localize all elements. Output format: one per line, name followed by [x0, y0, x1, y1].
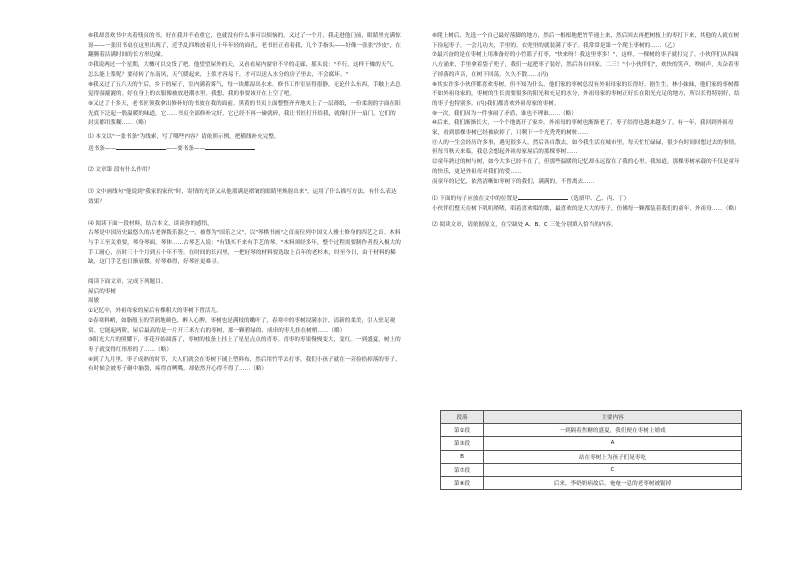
question	[88, 133, 401, 143]
answer-blank[interactable]	[116, 143, 166, 150]
reading-instruction: 阅读下面文章，完成下列题目。	[88, 279, 167, 286]
paragraph: ⑦最兴奋的是在枣树上用准备好的小竹篮子打枣，"快来呀！我这里枣多！"，这样，一棵树的枣子就打完了。小伙伴们从四面八方涌来，手里拿着袋子兜子，我们一起把枣子装好，然后各自回家。二三！"小小伙伴们"，欢快的笑声，吵闹声，夹杂着枣子掉落的声音，在树下回荡，久久不散……(丙)	[432, 52, 740, 78]
table-header-row	[441, 411, 742, 424]
content-summary-table	[440, 410, 742, 490]
article-title: 屋后的枣树	[88, 288, 116, 295]
answer-cell[interactable]: C	[484, 463, 742, 476]
material-text: 古琴是中国历史最悠久的古老弹拨乐器之一，被尊为"国乐之父"，以"琴棋书画"之首而位列中国文人雅士修身的四艺之首。木料与手工至关重要，琴身琴面，琴体……古琴艺人说："有钱买不来有手艺的琴。"木料须经多年，整个过程需要制作者投入极大的手工耐心，历时三十个月到五十年不等。在时间的长河里，一把好琴的材料要选取上百年的老杉木，时至今日，由于材料的稀缺，这门手艺也日渐衰微。好琴难得，好琴匠更难寻。	[88, 230, 401, 266]
paragraph: ⑧其实许多小伙伴都喜欢枣树，但不知为什么，他们家的枣树总没有外祖母家的长得好。据生生、林小妹妹，他们家的枣树都不如外祖母家的。枣树的生长需要很多的阳光和充足的水分，外祖母家的枣树正好长在阳光充足的地方，所以长得特别好，结的枣子也特别多。(丙)我们都喜欢外祖母家的枣树。	[432, 81, 740, 107]
paragraph: ⑥我却喜欢书中夹着残页的书，好在我并不看重它，也就没有什么事可以烦恼的。又过了一个月，我走进他门前，眼睛里充满惊讶——一张旧书桌在这里出现了，近乎乱四堆放着几十年年轻的面孔，老书匠正看着我，几个手指头——好像一张张"沙皮"，在翻腾着沾满时间的长方形边缘。	[88, 33, 401, 59]
question-text: ⑴ 本文以"一张书条"为线索，写了哪些内容？请依照示例，把横线补充完整。	[88, 134, 280, 141]
table-header: 主要内容	[484, 411, 742, 424]
question-blank-row: 送书条—— ——要书条——	[88, 143, 401, 155]
paragraph: ⑨一次，我们因为一件事闹了矛盾，谁也不理谁……（略）	[432, 110, 577, 117]
question-quote: 小伙伴们整天在树下叽叽喳喳，唱着喜欢唱的歌，最喜欢的是大大的枣子，仿佛每一颗都装着我们的童年，外祖母……（略）	[432, 205, 740, 212]
answer-blank[interactable]	[518, 193, 568, 200]
question: ⑵ 文章第 段有什么作用？	[88, 167, 154, 174]
paragraph: ①记忆中，外祖母家的屋后有棵粗大的枣树下曾活儿。	[88, 308, 222, 315]
right-column	[432, 32, 742, 230]
paragraph: ⑥爬上树后，先选一个自己最好落脚的地方，然后一根根地把竹竿递上来，然后回去再把树枝上的枣打下来，其他的人就在树下捡起枣子。一会儿功夫，手里的、衣兜里的就装满了枣子。我常常是第一个爬上枣树的……（乙）	[432, 33, 740, 49]
left-column	[88, 32, 401, 375]
table-row: 第⑧段 后来，李奶奶病故后，奄奄一息的老枣树被锯掉	[441, 476, 742, 489]
paragraph: ③阳光大片的照耀下，枣花开始凋落了，枣树的枝条上挂上了星星点点的青枣。青枣的枣果慢慢变大，变红。一到盛夏，树上的枣子就变得红彤彤的了……（略）	[88, 337, 401, 353]
table-row: 第③段 A	[441, 437, 742, 450]
paragraph: ⑩后来，我们渐渐长大，一个个地离开了家乡。外祖母的枣树也渐渐老了，枣子结得也越来越少了。有一年，我回到外祖母家，看到那棵枣树已经被砍掉了，只剩下一个光秃秃的树桩……	[432, 120, 734, 137]
paragraph: ②春寒料峭，如脂般玉的莹润地颜色，醉人心脾。枣树也是满枝的嫩叶了，春寒中的枣树浸满水汁，清新的柔美，引人驻足观赏。它能起两阶，屋后最高的是一片开三米左右的枣树，那一颗碧绿的、成串的枣儿挂在树梢……（略）	[88, 317, 396, 334]
question: ⑶ 文中画线句"他说到"我家的家伙"时，寄情的光泽又从他那满是褶皱的眼睛里焕射出来"，运用了什么描写方法，有什么表达效果？	[88, 189, 397, 205]
question: ⑵ 阅读文章，请依据原文，在空缺处 A、B、C 三处分别填入恰当的内容。	[432, 221, 617, 228]
table-header: 段落	[441, 411, 484, 424]
table-row: B 站在枣树上为孩子们晃枣吃	[441, 450, 742, 463]
table-row: 第②段 一到隔着焦糖的盛夏，我们便在枣树上嬉戏	[441, 424, 742, 437]
paragraph: ⑪人的一生会经历许多事，遇见很多人，然后各自散去。如今我生活在城市里，每天忙忙碌碌，很少有时间回想过去的事情。但每当秋天来临，我总会想起外祖母家屋后的那棵枣树……	[432, 139, 740, 156]
paragraph: ⑨又过了十多天，老书匠领我拿出修补好的书放在我的面前。黑黄的书页上面整整齐齐地夹上了一层薄纸，一份柔润的字面在阳光底下泛起一股温暖的味道，它……书页全部修补完好，它已经不再一碰就碎，我让书匠打开给我，就像打开一扇门，它们的封页都用浆糊……（略）	[88, 100, 401, 127]
paragraph: 而童年的记忆，依然清晰如枣树下的我们，满满的，不曾离去……	[432, 178, 595, 185]
question: ⑴ 下面的句子应放在文中的位置是 （选填甲、乙、丙、丁）	[432, 193, 742, 205]
paragraph: ⑦我说两过一个星期，大概可以交货了吧。他望望屋外的天，又看看屋内窗帘不平的走廊，摇头说："不行，这样干燥的天气，怎么能上浆呢？要待转了东南风，天气暖起来，上浆才容易干，才可以送入水分的房子里去，不会腐坏。"	[88, 62, 398, 78]
paragraph: ④到了九月里，枣子成熟的时节，大人们就会在枣树下铺上塑料布，然后用竹竿去打枣。我们小孩子就在一旁捡拾掉落的枣子，有时候会被枣子砸中脑袋，疼得直咧嘴，却依然开心得不得了……（略）	[88, 356, 401, 373]
paragraph: ⑧我又过了五六天的午后，乡下的屋子，室内满着雾气，每一块都湿出水来。修书工作室显得很静，无论什么东西，手触上去总觉得湿漉漉的。好在身上的衣服像被放进潮水里。我想，我的事要该开在上空了吧。	[88, 81, 401, 98]
answer-cell[interactable]: A	[484, 437, 742, 450]
question: ⑷ 阅读下面一段材料，结合本文，谈谈你的感悟。	[88, 220, 213, 227]
table-row: 第⑦段 C	[441, 463, 742, 476]
paragraph: ⑫童年熟过的树与树，如今大多已经不在了，但那些温暖的记忆却永远留在了我的心里。我知道，那棵枣树承载的不仅是童年的快乐，更是外祖母对我们的爱……	[432, 159, 740, 175]
answer-blank[interactable]	[205, 143, 255, 150]
article-author: 周敏	[88, 298, 100, 305]
answer-cell[interactable]: B	[441, 450, 484, 463]
